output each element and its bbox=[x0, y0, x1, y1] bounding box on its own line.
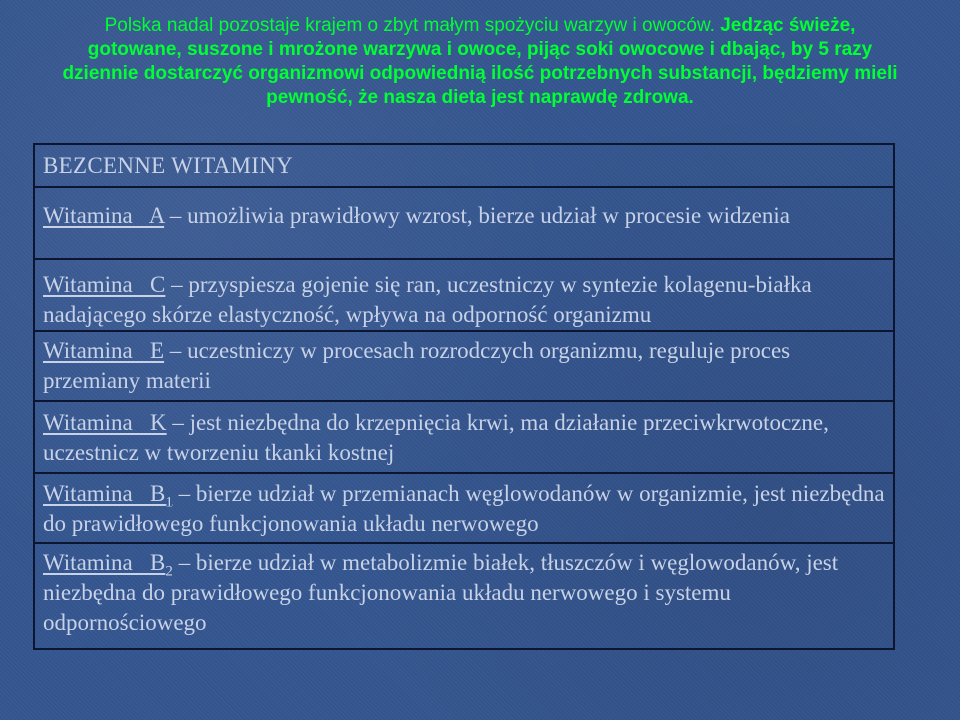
vitamin-b2-description: – bierze udział w metabolizmie białek, tłuszczów i węglowodanów, jest niezbędna do prawidłowego funkcjonowania układu nerwowego i systemu odpornościowego bbox=[43, 550, 839, 635]
vitamin-a-name-text: Witamina A bbox=[43, 203, 165, 228]
vitamin-k-row bbox=[35, 402, 893, 474]
vitamin-b1-description: – bierze udział w przemianach węglowodanów w organizmie, jest niezbędna do prawidłowego funkcjonowania układu nerwowego bbox=[43, 481, 885, 536]
vitamin-b2-name bbox=[43, 550, 173, 580]
vitamin-e-name bbox=[43, 338, 164, 363]
vitamin-b1-row bbox=[35, 474, 893, 544]
vitamin-b2-row bbox=[35, 544, 893, 648]
vitamin-c-description: – przyspiesza gojenie się ran, uczestniczy w syntezie kolagenu-białka nadającego skórze elastyczność, wpływa na odporność organizmu bbox=[43, 272, 829, 327]
vitamin-b2-name-text: Witamina B bbox=[43, 550, 166, 575]
vitamin-e-name-text: Witamina E bbox=[43, 338, 165, 363]
vitamin-c-name bbox=[43, 272, 165, 297]
vitamin-k-name-text: Witamina K bbox=[43, 410, 167, 435]
intro-lead: Polska nadal pozostaje krajem o zbyt małym spożyciu warzyw i owoców. bbox=[104, 15, 721, 36]
vitamin-k-name bbox=[43, 410, 167, 435]
vitamin-e-description: – uczestniczy w procesach rozrodczych organizmu, reguluje proces przemiany materii bbox=[43, 338, 791, 393]
vitamin-table bbox=[33, 143, 895, 650]
vitamin-b2-subscript: 2 bbox=[165, 563, 173, 580]
intro-rest: Jedząc świeże, gotowane, suszone i mrożone warzywa i owoce, pijąc soki owocowe i dbając, by 5 razy dziennie dostarczyć organizmowi odpowiednią ilość potrzebnych substancji, będziemy mieli pewność, że nasza dieta jest naprawdę zdrowa. bbox=[62, 15, 898, 108]
intro-paragraph bbox=[60, 14, 900, 110]
table-title: BEZCENNE WITAMINY bbox=[35, 145, 893, 188]
vitamin-a-name bbox=[43, 203, 164, 228]
vitamin-b1-name-text: Witamina B bbox=[43, 481, 166, 506]
vitamin-c-row bbox=[35, 260, 893, 332]
vitamin-k-description: – jest niezbędna do krzepnięcia krwi, ma działanie przeciwkrwotoczne, uczestnicz w tworzeniu tkanki kostnej bbox=[43, 410, 829, 465]
vitamin-e-row bbox=[35, 332, 893, 402]
vitamin-a-description: – umożliwia prawidłowy wzrost, bierze udział w procesie widzenia bbox=[164, 203, 790, 228]
vitamin-a-row bbox=[35, 188, 893, 260]
vitamin-c-name-text: Witamina C bbox=[43, 272, 166, 297]
vitamin-b1-name bbox=[43, 481, 173, 511]
vitamin-b1-subscript: 1 bbox=[165, 494, 173, 511]
